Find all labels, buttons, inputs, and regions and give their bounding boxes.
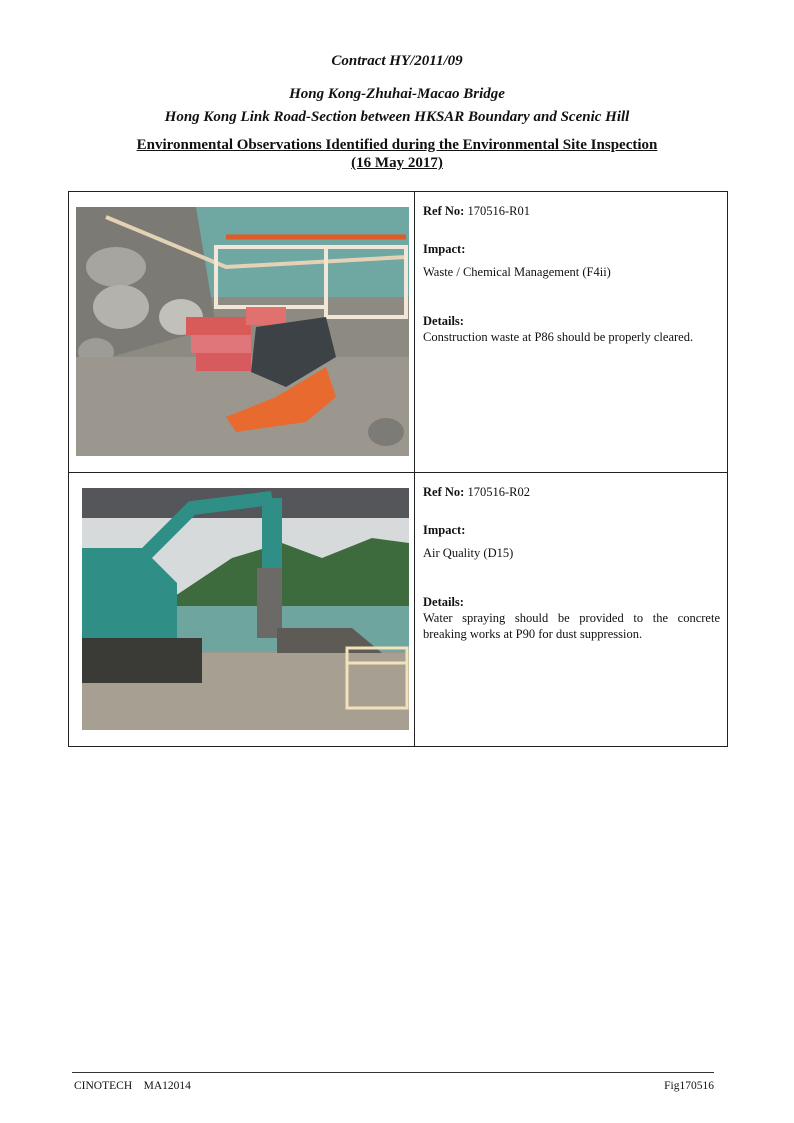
impact-value: Air Quality (D15) [423,546,514,560]
observation-row [69,473,727,746]
contract-title: Contract HY/2011/09 [331,53,463,69]
inspection-date: (16 May 2017) [351,155,443,171]
ref-label: Ref No: [423,204,465,218]
details-value: Water spraying should be provided to the concrete breaking works at P90 for dust suppression. [423,611,720,641]
ref-label: Ref No: [423,485,465,499]
section-title: Hong Kong Link Road-Section between HKSAR Boundary and Scenic Hill [164,109,630,125]
footer-divider [72,1072,714,1073]
details-label: Details: [423,314,464,328]
project-title: Hong Kong-Zhuhai-Macao Bridge [289,86,505,102]
site-photo-construction-waste [76,207,409,456]
ref-line [423,203,530,219]
observations-table [68,191,728,747]
observation-row [69,192,727,473]
site-photo-concrete-breaking [82,488,409,730]
photo-cell [69,473,415,746]
footer-right: Fig170516 [664,1080,714,1092]
document-title: Environmental Observations Identified during the Environmental Site Inspection [136,137,658,153]
details-label: Details: [423,595,464,609]
photo-cell [69,192,415,472]
ref-line [423,484,530,500]
impact-label: Impact: [423,523,466,537]
details-value: Construction waste at P86 should be properly cleared. [423,330,694,344]
ref-number: 170516-R01 [467,204,530,218]
footer-left: CINOTECH MA12014 [74,1080,191,1092]
impact-value: Waste / Chemical Management (F4ii) [423,265,611,279]
impact-label: Impact: [423,242,466,256]
ref-number: 170516-R02 [467,485,530,499]
